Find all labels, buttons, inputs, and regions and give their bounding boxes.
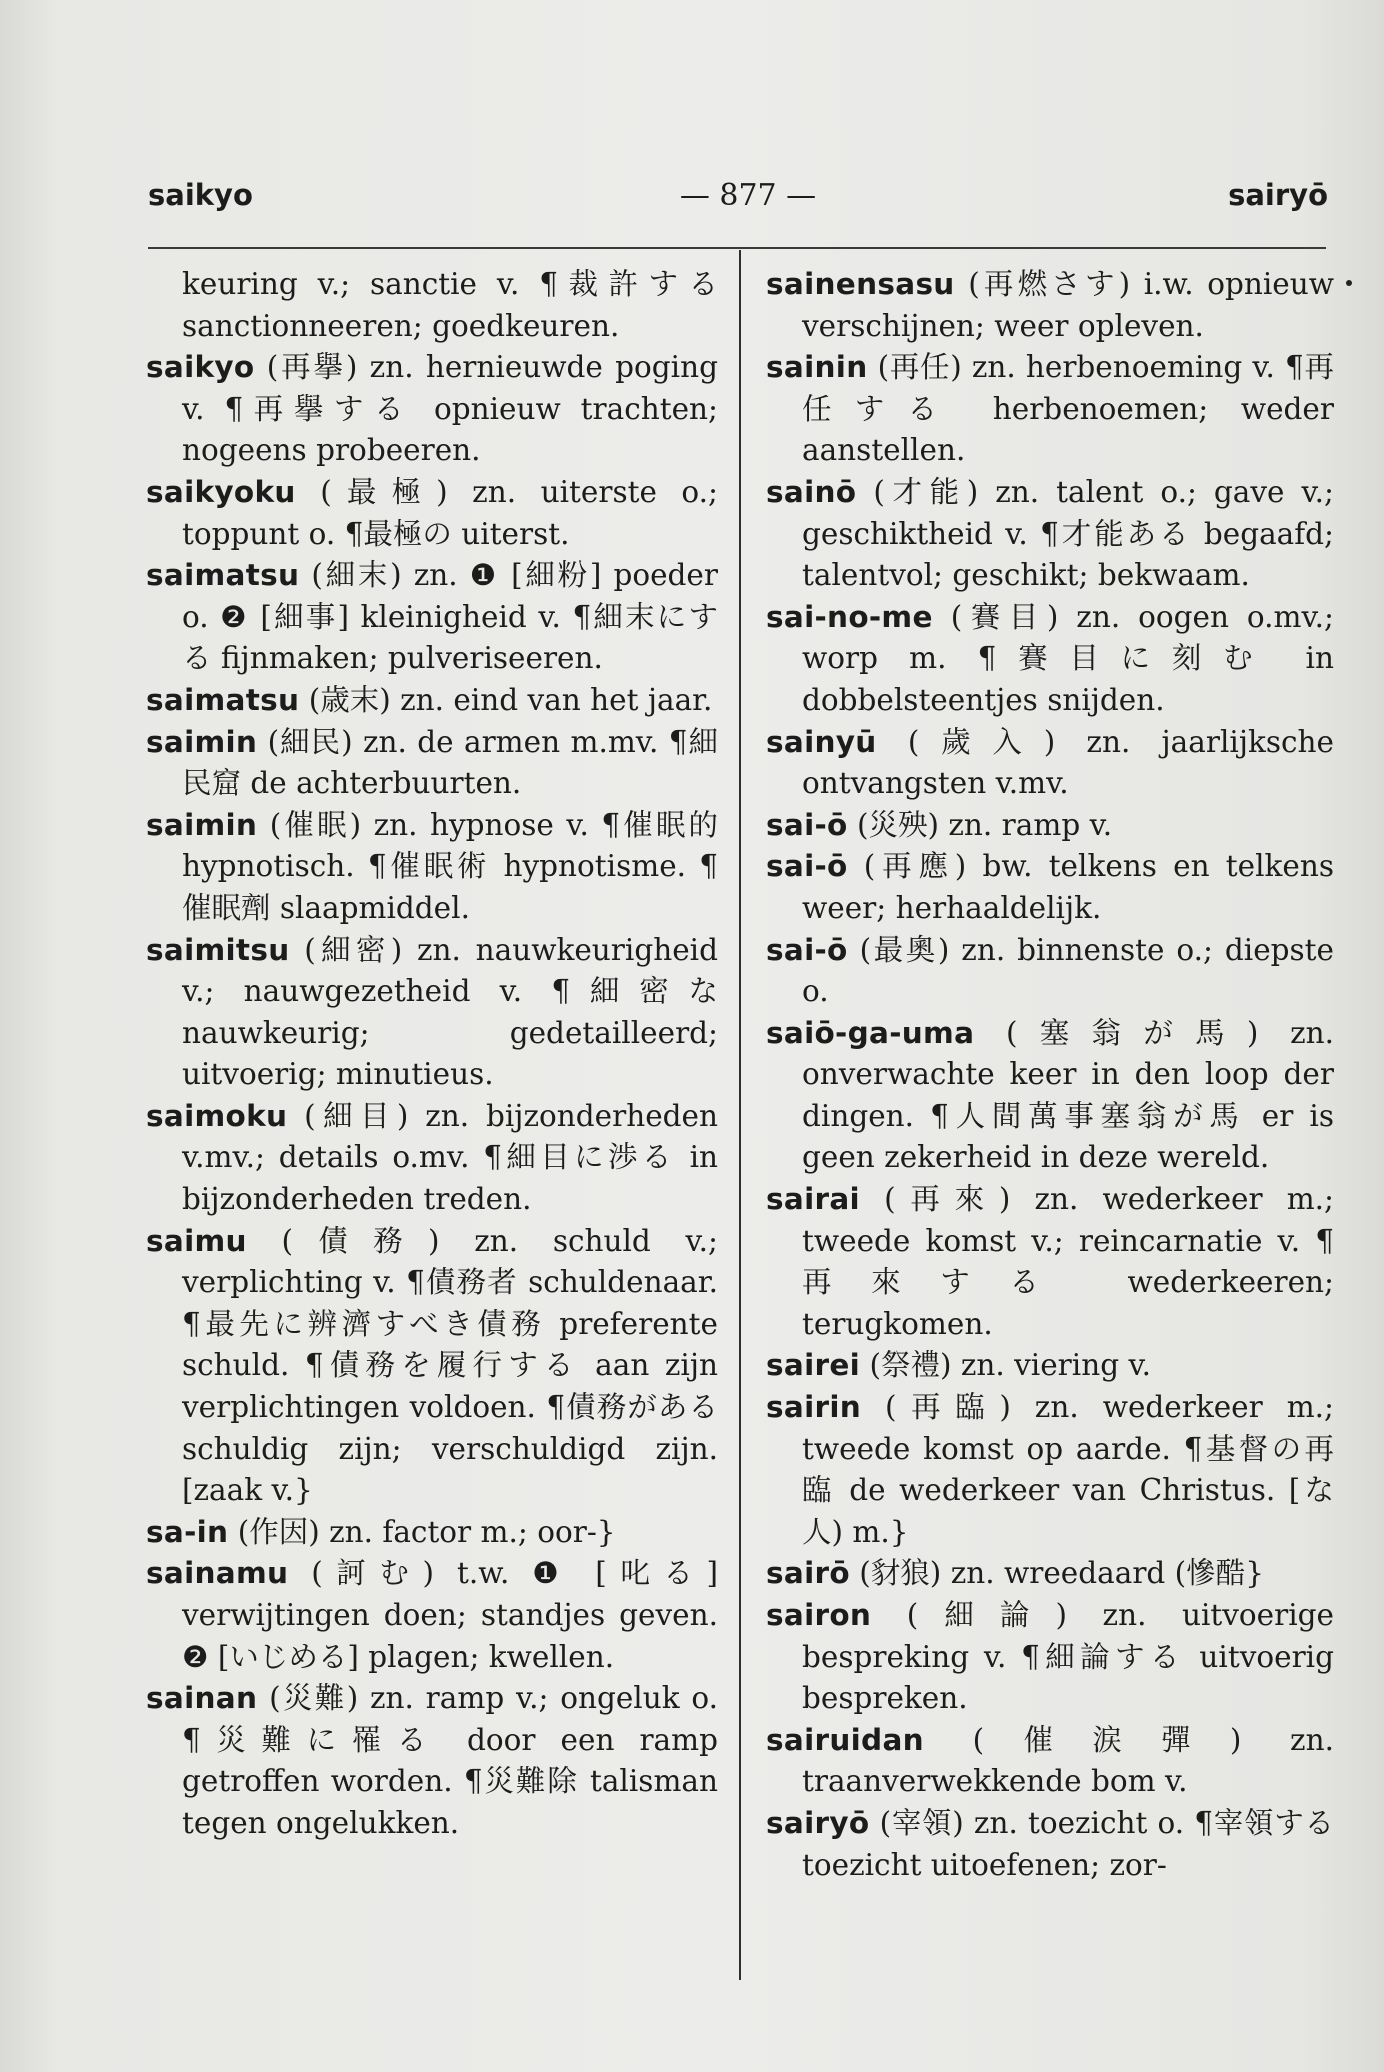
entry-definition: (細目) zn. bijzonderheden v.mv.; details o.mv. ¶細目に渉る in bijzonderheden treden.	[182, 1098, 718, 1217]
dictionary-entry	[146, 930, 718, 1096]
entry-headword: sairō	[766, 1556, 850, 1591]
entry-definition: (細論) zn. uitvoerige bespreking v. ¶細論する uitvoerig bespreken.	[802, 1598, 1334, 1716]
entry-definition: (債務) zn. schuld v.; verplichting v. ¶債務者 schuldenaar. ¶最先に辨濟すべき債務 preferente schuld. ¶債務を履行する aan zijn verplichtingen voldoen. ¶債務がある schuldig zijn; verschuldigd zijn. [zaak v.}	[182, 1223, 718, 1508]
dictionary-entry	[766, 1179, 1334, 1345]
right-running-headword: sairyō	[1228, 178, 1328, 212]
dictionary-entry	[766, 1553, 1334, 1595]
entry-headword: saimatsu	[146, 558, 300, 593]
page-number: — 877 —	[679, 178, 817, 213]
entry-definition: (細末) zn. ❶ [細粉] poeder o. ❷ [細事] kleinigheid v. ¶細末にする fijnmaken; pulveriseeren.	[182, 558, 718, 676]
entry-definition: (才能) zn. talent o.; gave v.; geschiktheid v. ¶才能ある begaafd; talentvol; geschikt; bekwaam.	[802, 474, 1334, 593]
header-rule	[148, 247, 1326, 249]
dictionary-entry	[146, 347, 718, 472]
entry-headword: saikyo	[146, 350, 255, 385]
entry-headword: sairuidan	[766, 1722, 924, 1757]
dictionary-entry	[766, 597, 1334, 722]
entry-headword: sainyū	[766, 724, 877, 759]
margin-mark	[1346, 280, 1352, 286]
entry-definition: (再來) zn. wederkeer m.; tweede komst v.; reincarnatie v. ¶再來する wederkeeren; terugkomen.	[802, 1182, 1334, 1341]
entry-headword: sainan	[146, 1681, 258, 1716]
entry-definition: (祭禮) zn. viering v.	[869, 1348, 1152, 1383]
entry-headword: saimoku	[146, 1098, 288, 1133]
dictionary-entry	[146, 472, 718, 555]
entry-definition: (細密) zn. nauwkeurigheid v.; nauwgezetheid v. ¶細密な nauwkeurig; gedetailleerd; uitvoerig; minutieus.	[182, 932, 718, 1092]
entry-definition: (歳末) zn. eind van het jaar.	[308, 682, 713, 717]
entry-definition: (催眠) zn. hypnose v. ¶催眠的 hypnotisch. ¶催眠術 hypnotisme. ¶催眠劑 slaapmiddel.	[182, 807, 718, 925]
entry-headword: saikyoku	[146, 474, 296, 509]
entry-definition: (災難) zn. ramp v.; ongeluk o. ¶災難に罹る door een ramp getroffen worden. ¶災難除 talisman tegen ongelukken.	[182, 1681, 718, 1840]
entry-headword: saimin	[146, 807, 258, 842]
entry-headword: sai-ō	[766, 807, 848, 842]
entry-definition: (賽目) zn. oogen o.mv.; worp m. ¶賽目に刻む in dobbelsteentjes snijden.	[802, 599, 1334, 717]
entry-definition: keuring v.; sanctie v. ¶裁許する sanctionneeren; goedkeuren.	[182, 267, 718, 343]
dictionary-entry	[766, 347, 1334, 472]
entry-headword: saimitsu	[146, 932, 290, 967]
entry-definition: (再燃さす) i.w. opnieuw verschijnen; weer opleven.	[802, 267, 1335, 343]
dictionary-entry	[766, 1595, 1334, 1720]
dictionary-entry	[146, 680, 718, 722]
dictionary-entry	[766, 722, 1334, 805]
entry-definition: (再任) zn. herbenoeming v. ¶再任する herbenoemen; weder aanstellen.	[802, 350, 1334, 468]
entry-definition: (再應) bw. telkens en telkens weer; herhaaldelijk.	[802, 849, 1334, 925]
entry-definition: (歲入) zn. jaarlijksche ontvangsten v.mv.	[802, 724, 1334, 801]
entry-headword: sairei	[766, 1348, 861, 1383]
dictionary-entry	[766, 846, 1334, 929]
dictionary-entry	[766, 930, 1334, 1013]
dictionary-entry	[146, 805, 718, 930]
entry-definition: (訶む) t.w. ❶ [叱る] verwijtingen doen; standjes geven. ❷ [いじめる] plagen; kwellen.	[182, 1556, 718, 1674]
entry-definition: (塞翁が馬) zn. onverwachte keer in den loop der dingen. ¶人間萬事塞翁が馬 er is geen zekerheid in deze wereld.	[802, 1015, 1334, 1175]
entry-definition: (細民) zn. de armen m.mv. ¶細民窟 de achterbuurten.	[182, 724, 718, 801]
left-column	[146, 264, 718, 1845]
dictionary-entry	[766, 1013, 1334, 1179]
entry-definition: (最極) zn. uiterste o.; toppunt o. ¶最極の uiterst.	[182, 474, 718, 551]
dictionary-entry	[146, 1221, 718, 1512]
entry-definition: (災殃) zn. ramp v.	[856, 807, 1113, 842]
entry-headword: saimatsu	[146, 682, 300, 717]
entry-headword: sainō	[766, 474, 857, 509]
dictionary-entry	[146, 264, 718, 347]
entry-definition: (作因) zn. factor m.; oor-}	[237, 1514, 616, 1549]
entry-headword: sairyō	[766, 1805, 870, 1840]
entry-headword: sai-no-me	[766, 599, 933, 634]
right-column	[766, 264, 1334, 1886]
entry-definition: (宰領) zn. toezicht o. ¶宰領する toezicht uitoefenen; zor-	[802, 1805, 1334, 1882]
entry-headword: sai-ō	[766, 849, 848, 884]
entry-definition: (催涙彈) zn. traanverwekkende bom v.	[802, 1722, 1334, 1799]
entry-definition: (再擧) zn. hernieuwde poging v. ¶再擧する opnieuw trachten; nogeens probeeren.	[182, 350, 718, 468]
entry-headword: sai-ō	[766, 932, 848, 967]
dictionary-entry	[146, 722, 718, 805]
dictionary-entry	[766, 1345, 1334, 1387]
dictionary-entry	[766, 1803, 1334, 1886]
entry-headword: sairon	[766, 1598, 872, 1632]
entry-headword: saimu	[146, 1223, 247, 1258]
dictionary-entry	[146, 555, 718, 680]
dictionary-entry	[146, 1678, 718, 1844]
left-running-headword: saikyo	[148, 178, 253, 212]
entry-headword: sairin	[766, 1390, 862, 1425]
column-divider	[739, 250, 741, 1980]
dictionary-entry	[766, 264, 1334, 347]
entry-headword: saimin	[146, 724, 258, 759]
dictionary-entry	[146, 1553, 718, 1678]
dictionary-entry	[146, 1096, 718, 1221]
entry-definition: (再臨) zn. wederkeer m.; tweede komst op aarde. ¶基督の再臨 de wederkeer van Christus. [な人) m.}	[802, 1390, 1334, 1549]
entry-headword: sa-in	[146, 1514, 229, 1549]
entry-headword: sairai	[766, 1182, 860, 1217]
dictionary-entry	[146, 1512, 718, 1554]
entry-headword: sainensasu	[766, 267, 955, 301]
page-header	[148, 178, 1328, 226]
entry-headword: saiō-ga-uma	[766, 1015, 975, 1050]
entry-headword: sainin	[766, 350, 868, 385]
entry-definition: (豺狼) zn. wreedaard (慘酷}	[859, 1556, 1264, 1591]
dictionary-entry	[766, 1720, 1334, 1803]
dictionary-entry	[766, 805, 1334, 847]
entry-definition: (最奧) zn. binnenste o.; diepste o.	[802, 932, 1334, 1009]
dictionary-entry	[766, 472, 1334, 597]
entry-headword: sainamu	[146, 1556, 289, 1591]
dictionary-entry	[766, 1387, 1334, 1553]
